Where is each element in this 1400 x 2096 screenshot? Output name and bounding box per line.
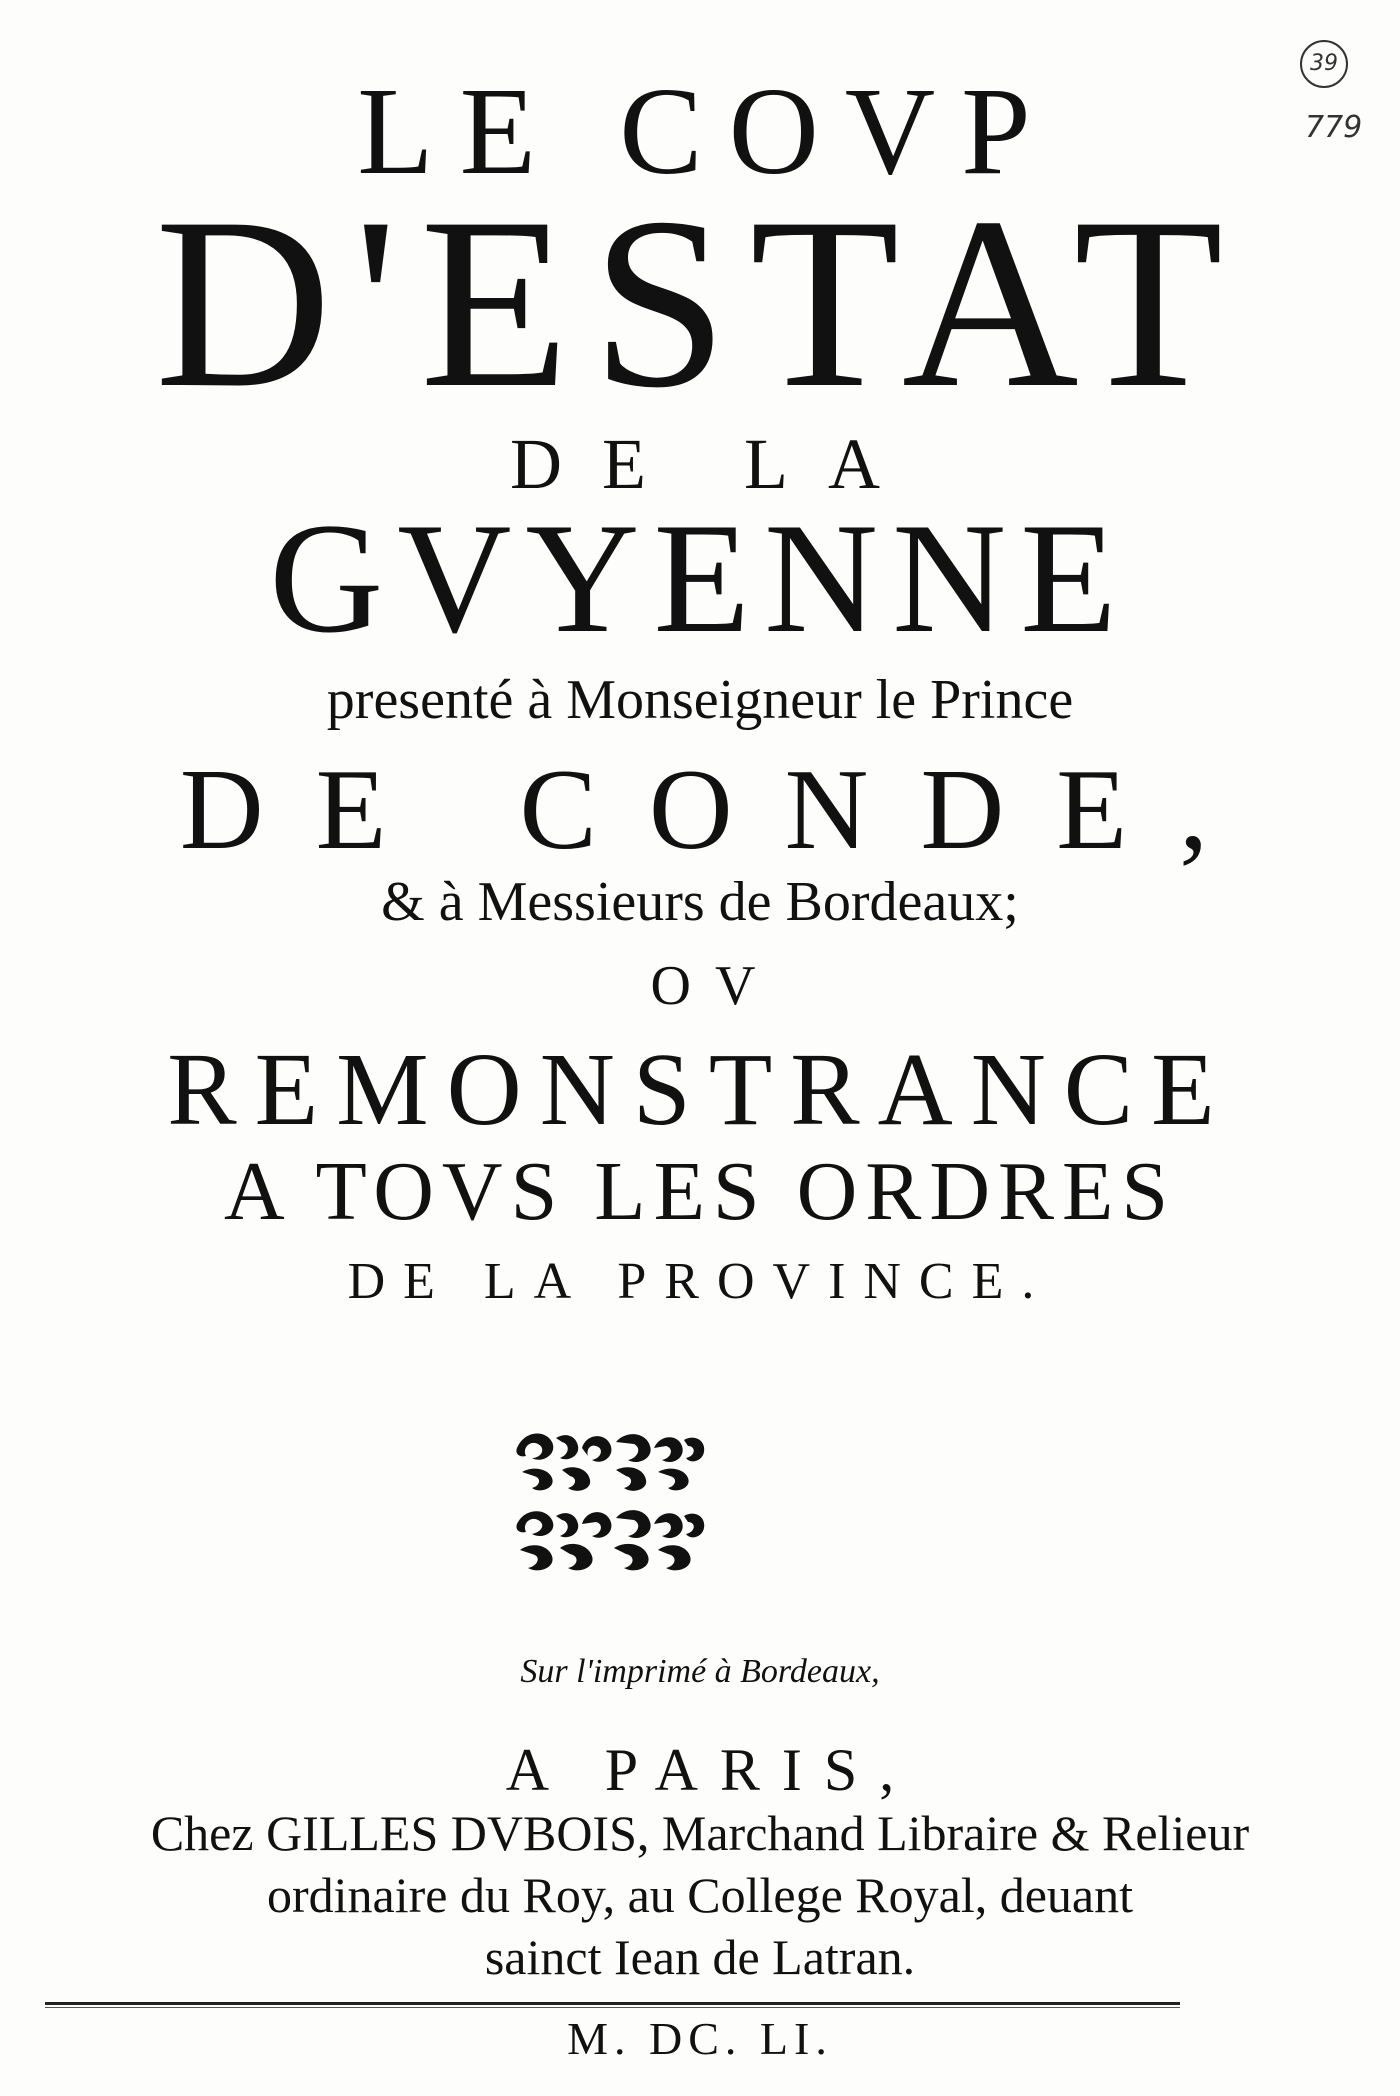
title-line-4: GVYENNE xyxy=(269,491,1131,666)
imprint-city: A PARIS, xyxy=(505,1737,917,1803)
title-line-10: A TOVS LES ORDRES xyxy=(223,1145,1177,1238)
title-line-6: DE CONDE, xyxy=(179,746,1261,874)
title-line-11: DE LA PROVINCE. xyxy=(347,1253,1053,1310)
fleuron-ornament-icon xyxy=(512,1428,708,1576)
title-line-3: DE LA xyxy=(510,424,920,504)
publisher-line-1: Chez GILLES DVBOIS, Marchand Libraire & Relieur xyxy=(150,1805,1250,1861)
handwritten-shelfmark: 39 xyxy=(1300,40,1348,88)
title-line-1: LE COVP xyxy=(357,63,1057,201)
title-line-8: OV xyxy=(650,955,780,1017)
title-line-7: & à Messieurs de Bordeaux; xyxy=(381,871,1019,933)
imprint-date: M. DC. LI. xyxy=(567,2013,833,2064)
handwritten-number: 779 xyxy=(1305,110,1363,145)
ornament-row-bottom xyxy=(516,1510,704,1570)
publisher-line-2: ordinaire du Roy, au College Royal, deuant xyxy=(267,1867,1133,1923)
ornament-row-top xyxy=(516,1433,704,1490)
title-line-5: presenté à Monseigneur le Prince xyxy=(326,669,1074,731)
imprint-note: Sur l'imprimé à Bordeaux, xyxy=(520,1653,880,1690)
horizontal-rule xyxy=(45,2002,1180,2005)
title-line-9: REMONSTRANCE xyxy=(167,1032,1233,1147)
title-line-2: D'ESTAT xyxy=(154,167,1246,438)
horizontal-rule-thin xyxy=(45,2007,1180,2008)
publisher-line-3: sainct Iean de Latran. xyxy=(484,1929,916,1985)
